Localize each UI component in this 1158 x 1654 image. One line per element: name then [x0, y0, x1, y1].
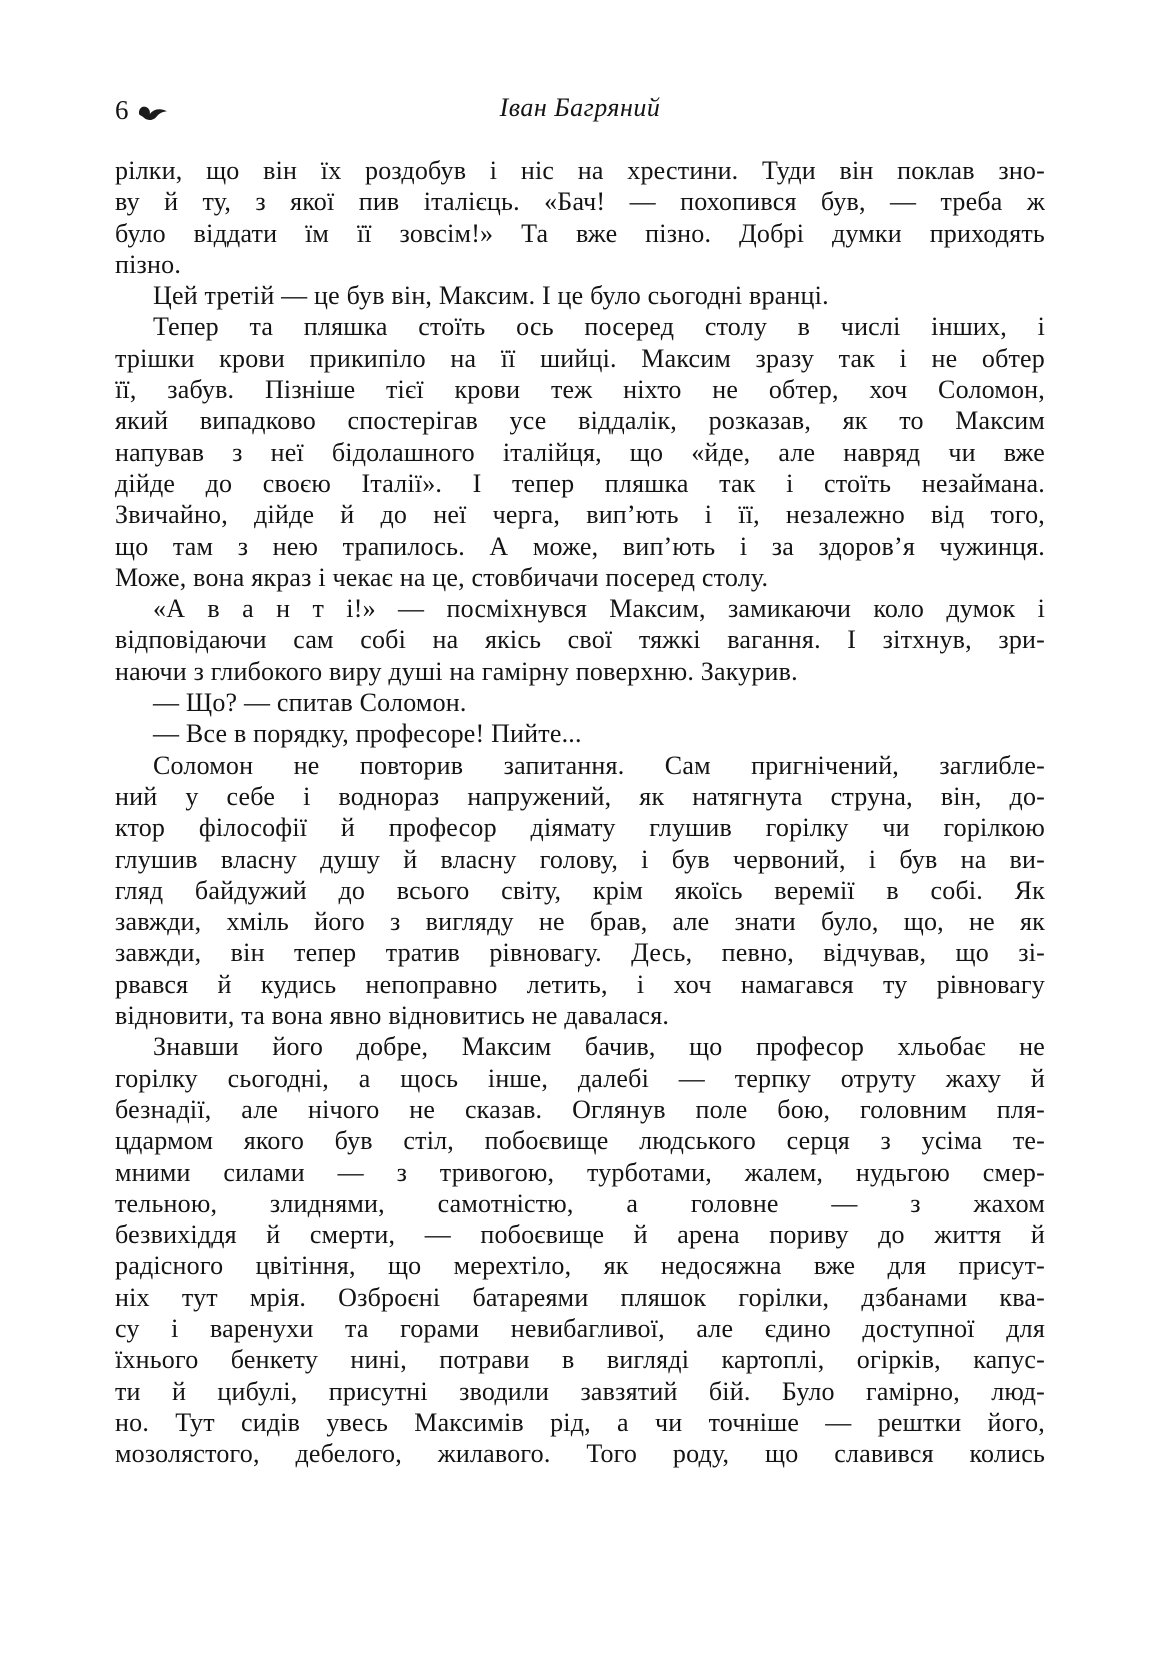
page-number: 6 [115, 95, 129, 125]
text-line: що там з нею трапилось. А може, вип’ють і за здоров’я чужинця. [115, 531, 1045, 561]
text-line: «А в а н т і!» — посміхнувся Максим, замикаючи коло думок і [153, 594, 1045, 624]
text-line: її, забув. Пізніше тієї крови теж ніхто не обтер, хоч Соломон, [115, 375, 1045, 405]
text-line: трішки крови прикипіло на її шийці. Максим зразу так і не обтер [115, 343, 1045, 373]
text-line: завжди, він тепер тратив рівновагу. Десь, певно, відчував, що зі- [115, 938, 1045, 968]
text-line: Соломон не повторив запитання. Сам пригнічений, заглибле- [153, 750, 1045, 780]
text-line: який випадково спостерігав усе віддалік, розказав, як то Максим [115, 406, 1045, 436]
text-line: но. Тут сидів увесь Максимів рід, а чи точніше — рештки його, [115, 1407, 1045, 1437]
text-line: гляд байдужий до всього світу, крім якоїсь веремії в собі. Як [115, 875, 1045, 905]
text-line: тельною, злиднями, самотністю, а головне — з жахом [115, 1188, 1045, 1218]
text-line: ний у себе і воднораз напружений, як натягнута струна, він, до- [115, 781, 1045, 811]
text-line: цдармом якого був стіл, побоєвище людського серця з усіма те- [115, 1126, 1045, 1156]
text-line: відповідаючи сам собі на якісь свої тяжкі вагання. І зітхнув, зри- [115, 625, 1045, 655]
text-body [115, 155, 1045, 1469]
text-line: радісного цвітіння, що мерехтіло, як недосяжна вже для присут- [115, 1251, 1045, 1281]
text-line: дійде до своєю Італії». І тепер пляшка так і стоїть незаймана. [115, 468, 1045, 498]
text-line: мозолястого, дебелого, жилавого. Того роду, що славився колись [115, 1439, 1045, 1469]
running-header-title: Іван Багряний [499, 93, 661, 122]
text-line: наючи з глибокого виру душі на гамірну поверхню. Закурив. [115, 656, 798, 686]
text-line: мними силами — з тривогою, турботами, жалем, нудьгою смер- [115, 1157, 1045, 1187]
text-line: їхнього бенкету нині, потрави в вигляді картоплі, огірків, капус- [115, 1345, 1045, 1375]
text-line: ніх тут мрія. Озброєні батареями пляшок горілки, дзбанами ква- [115, 1282, 1045, 1312]
running-header [115, 92, 1045, 126]
text-line: Звичайно, дійде й до неї черга, вип’ють і її, незалежно від того, [115, 500, 1045, 530]
text-line: напував з неї бідолашного італійця, що «йде, але навряд чи вже [115, 437, 1045, 467]
text-line: відновити, та вона явно відновитись не давалася. [115, 1001, 670, 1031]
text-line: — Все в порядку, професоре! Пийте... [153, 719, 582, 749]
text-line: Може, вона якраз і чекає на це, стовбичачи посеред столу. [115, 562, 769, 592]
text-line: завжди, хміль його з вигляду не брав, але знати було, що, не як [115, 907, 1045, 937]
text-line: пізно. [115, 249, 182, 279]
text-line: Цей третій — це був він, Максим. І це було сьогодні вранці. [153, 281, 829, 311]
text-line: рвався й кудись непоправно летить, і хоч намагався ту рівновагу [115, 969, 1045, 999]
text-line: безвихіддя й смерти, — побоєвище й арена пориву до життя й [115, 1220, 1045, 1250]
text-line: глушив власну душу й власну голову, і був червоний, і був на ви- [115, 844, 1045, 874]
text-line: безнадії, але нічого не сказав. Оглянув поле бою, головним пля- [115, 1094, 1045, 1124]
text-line: ктор філософії й професор діямату глушив горілку чи горілкою [115, 813, 1045, 843]
text-line: ти й цибулі, присутні зводили завзятий бій. Було гамірно, люд- [115, 1376, 1045, 1406]
text-line: горілку сьогодні, а щось інше, далебі — терпку отруту жаху й [115, 1063, 1045, 1093]
text-line: су і варенухи та горами невибагливої, але єдино доступної для [115, 1313, 1045, 1343]
text-line: було віддати їм її зовсім!» Та вже пізно. Добрі думки приходять [115, 218, 1045, 248]
text-line: Знавши його добре, Максим бачив, що професор хльобає не [153, 1032, 1045, 1062]
text-line: рілки, що він їх роздобув і ніс на хрестини. Туди він поклав зно- [115, 156, 1045, 185]
text-line: ву й ту, з якої пив італієць. «Бач! — похопився був, — треба ж [115, 187, 1045, 217]
text-line: Тепер та пляшка стоїть ось посеред столу в числі інших, і [153, 312, 1045, 342]
text-line: — Що? — спитав Соломон. [153, 688, 467, 718]
